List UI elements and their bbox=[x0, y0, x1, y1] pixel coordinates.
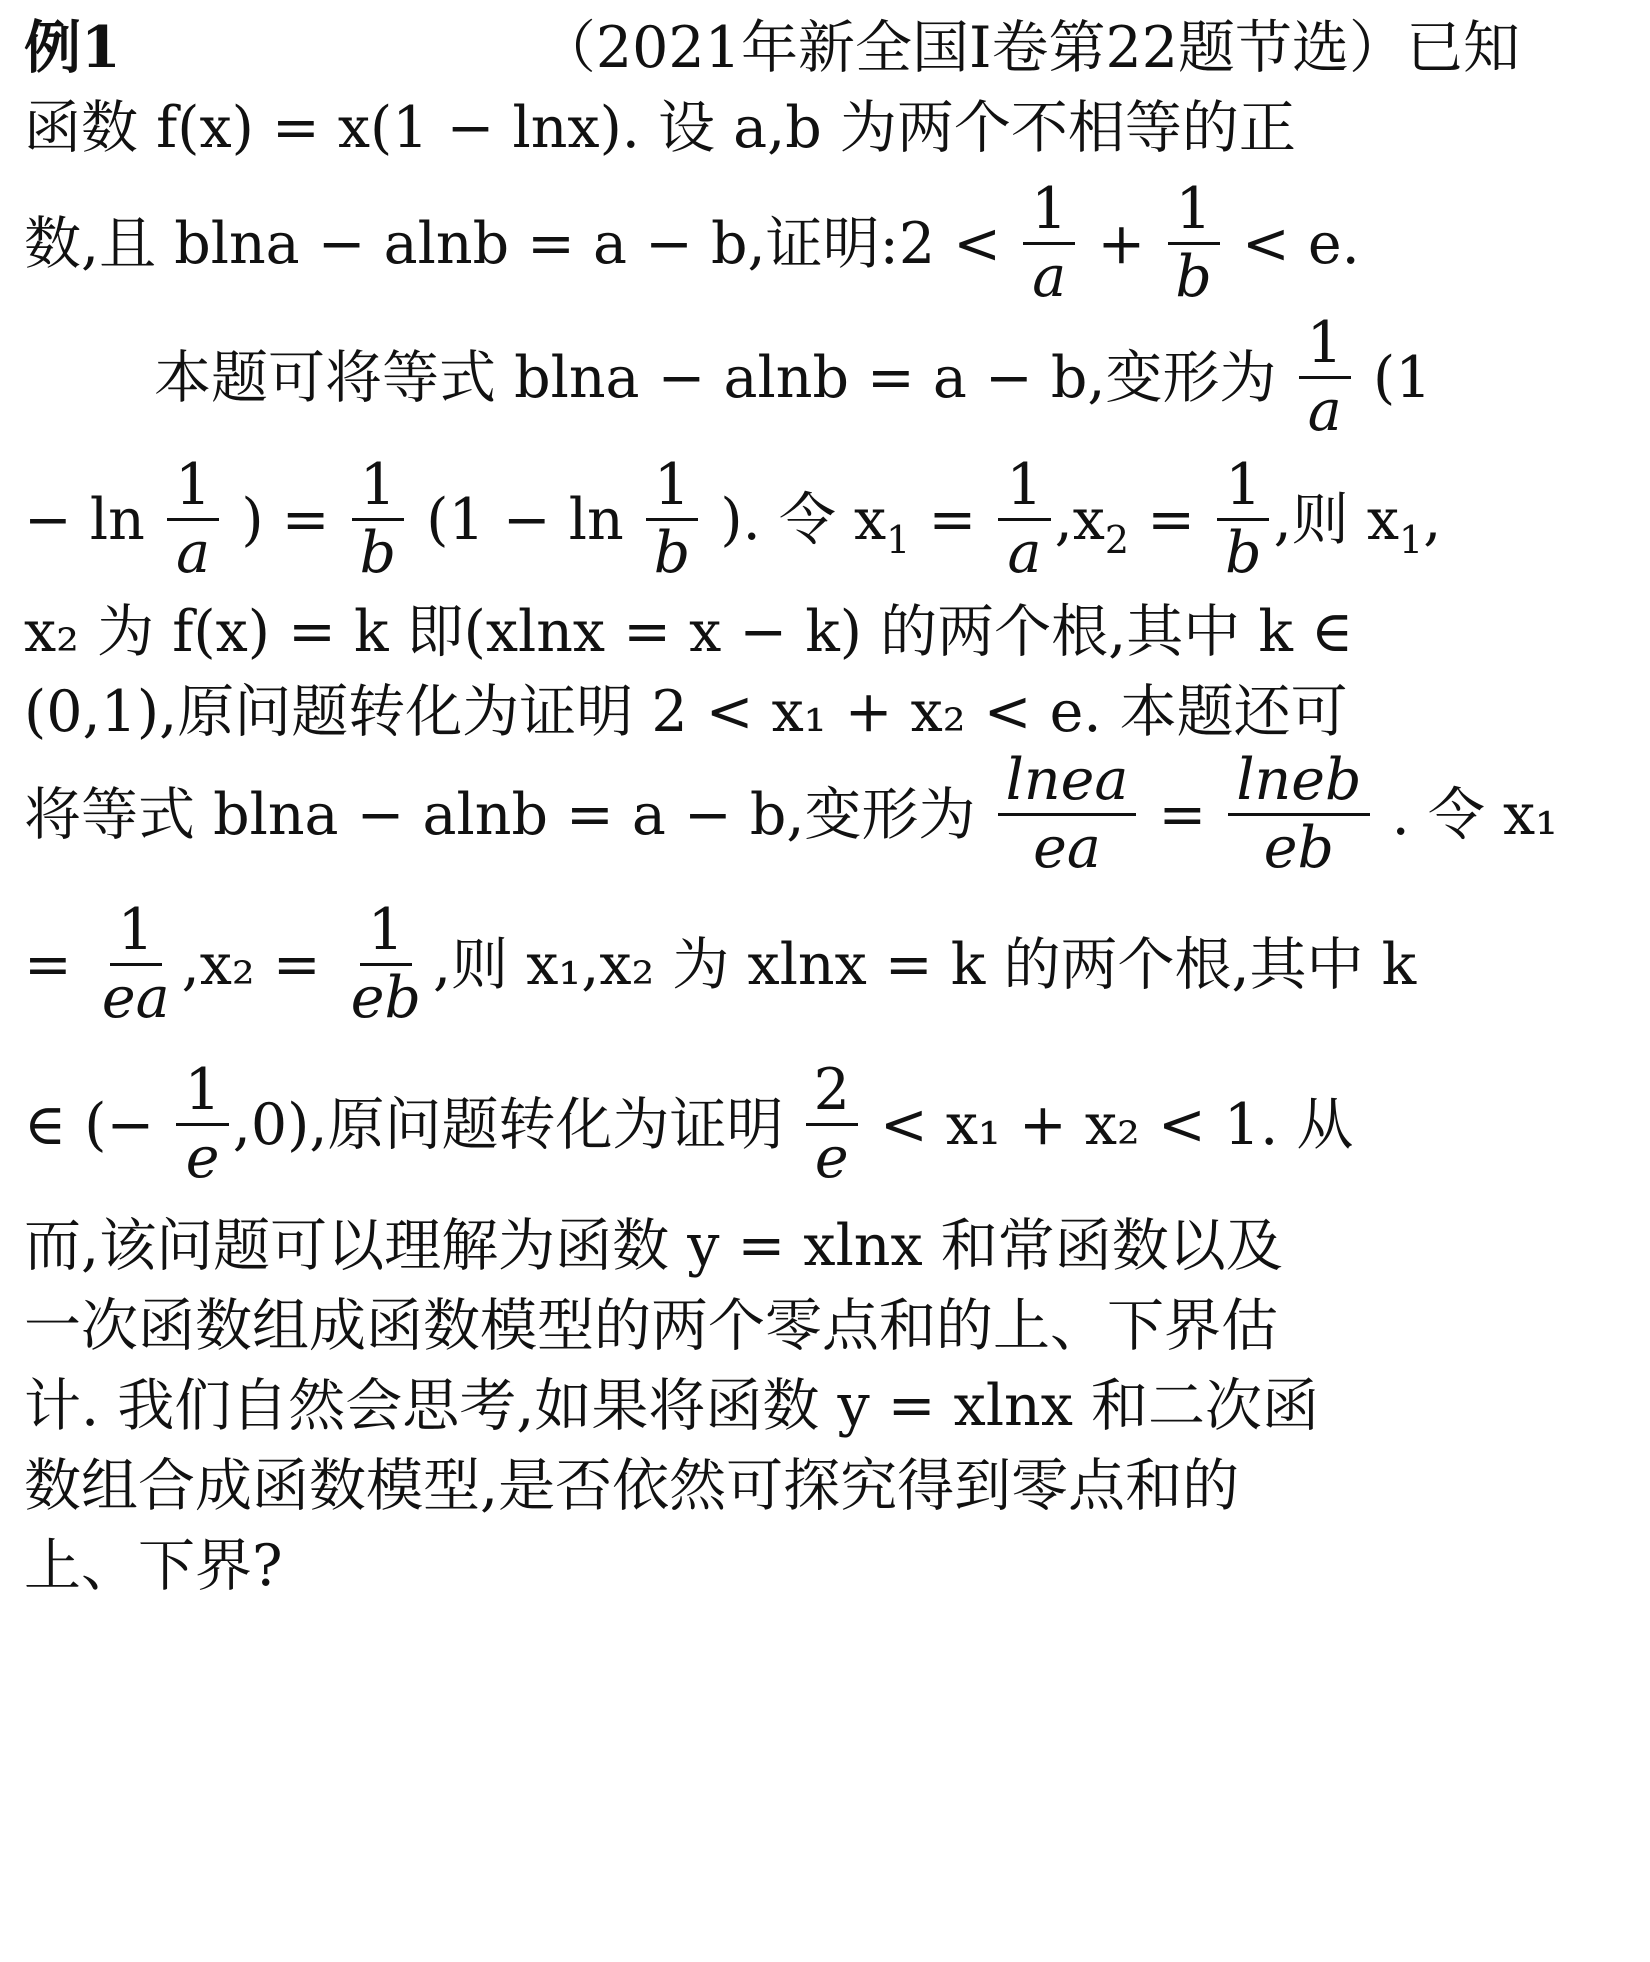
fraction-denominator: a bbox=[1032, 244, 1067, 311]
fraction-denominator: e bbox=[814, 1125, 849, 1192]
text-span: ,则 x bbox=[1273, 487, 1399, 553]
text-span: (0,1),原问题转化为证明 2 < x₁ + x₂ < e. 本题还可 bbox=[24, 679, 1348, 745]
text-line-7 bbox=[24, 676, 1520, 748]
text-span: = bbox=[24, 932, 72, 998]
text-line-11 bbox=[24, 1210, 1520, 1282]
fraction-1-over-b bbox=[352, 452, 405, 587]
text-span: (1 − ln bbox=[426, 487, 624, 553]
fraction-denominator: a bbox=[1007, 520, 1042, 587]
fraction-denominator: a bbox=[176, 520, 211, 587]
example-label: 例1 bbox=[24, 14, 121, 81]
fraction-denominator: b bbox=[653, 520, 691, 587]
text-span: 将等式 blna − alnb = a − b,变形为 bbox=[24, 782, 976, 848]
text-span: ,则 x₁,x₂ 为 xlnx = k 的两个根,其中 k bbox=[432, 932, 1417, 998]
fraction-denominator: ea bbox=[1033, 815, 1101, 882]
text-line-5 bbox=[24, 452, 1520, 600]
text-span: ,x bbox=[1054, 487, 1105, 553]
fraction-denominator: b bbox=[1175, 244, 1212, 311]
fraction-1-over-a bbox=[1023, 176, 1075, 311]
text-span: ) = bbox=[241, 487, 330, 553]
text-span: (1 bbox=[1373, 345, 1432, 411]
fraction-2-over-e bbox=[806, 1057, 858, 1192]
text-line-9 bbox=[24, 897, 1520, 1032]
fraction-numerator: 1 bbox=[1168, 181, 1220, 245]
fraction-1-over-eb bbox=[343, 897, 429, 1032]
text-line-2 bbox=[24, 92, 1520, 164]
text-span: , bbox=[1423, 487, 1442, 553]
fraction-numerator: 1 bbox=[167, 457, 219, 521]
fraction-numerator: 1 bbox=[1217, 457, 1269, 521]
fraction-1-over-a bbox=[998, 452, 1050, 587]
text-span: . 令 x₁ bbox=[1391, 782, 1558, 848]
example-heading-line bbox=[24, 12, 1520, 84]
text-span: ,x₂ = bbox=[181, 932, 321, 998]
fraction-1-over-e bbox=[176, 1057, 228, 1192]
text-span: < x₁ + x₂ < 1. 从 bbox=[879, 1092, 1354, 1158]
document-page bbox=[24, 0, 1558, 1962]
fraction-numerator: 1 bbox=[1023, 181, 1075, 245]
fraction-denominator: e bbox=[185, 1125, 220, 1192]
fraction-denominator: eb bbox=[350, 965, 421, 1032]
fraction-lnea-over-ea bbox=[998, 747, 1137, 882]
fraction-numerator: 2 bbox=[806, 1062, 858, 1126]
text-span: 上、下界? bbox=[24, 1533, 283, 1599]
text-span: ). 令 x bbox=[720, 487, 887, 553]
fraction-1-over-a bbox=[167, 452, 219, 587]
text-span: 本题可将等式 blna − alnb = a − b,变形为 bbox=[154, 345, 1277, 411]
fraction-denominator: eb bbox=[1263, 815, 1335, 882]
text-line-15 bbox=[24, 1530, 1520, 1602]
text-span: 而,该问题可以理解为函数 y = xlnx 和常函数以及 bbox=[24, 1213, 1283, 1279]
fraction-lneb-over-eb bbox=[1228, 747, 1369, 882]
text-line-14 bbox=[24, 1450, 1520, 1522]
text-span: ,0),原问题转化为证明 bbox=[232, 1092, 784, 1158]
text-span: 函数 f(x) = x(1 − lnx). 设 a,b 为两个不相等的正 bbox=[24, 95, 1296, 161]
fraction-numerator: 1 bbox=[1299, 315, 1351, 379]
fraction-numerator: 1 bbox=[110, 902, 162, 966]
text-span: 数,且 blna − alnb = a − b,证明:2 < bbox=[24, 211, 1001, 277]
text-span: = bbox=[910, 487, 977, 553]
fraction-1-over-b bbox=[646, 452, 699, 587]
text-span: < e. bbox=[1242, 211, 1360, 277]
fraction-numerator: 1 bbox=[360, 902, 412, 966]
plus-sign: + bbox=[1097, 211, 1146, 277]
text-span: = bbox=[1158, 782, 1207, 848]
fraction-1-over-a bbox=[1299, 310, 1351, 445]
fraction-numerator: 1 bbox=[998, 457, 1050, 521]
text-line-8 bbox=[24, 747, 1558, 882]
subscript: 1 bbox=[1399, 518, 1424, 562]
text-span: 一次函数组成函数模型的两个零点和的上、下界估 bbox=[24, 1293, 1278, 1359]
text-line-12 bbox=[24, 1290, 1520, 1362]
text-span: 计. 我们自然会思考,如果将函数 y = xlnx 和二次函 bbox=[24, 1373, 1320, 1439]
text-span: x₂ 为 f(x) = k 即(xlnx = x − k) 的两个根,其中 k ∈ bbox=[24, 599, 1354, 665]
fraction-numerator: lnea bbox=[998, 752, 1137, 816]
text-line-6 bbox=[24, 596, 1520, 668]
fraction-denominator: b bbox=[359, 520, 397, 587]
text-line-10 bbox=[24, 1057, 1520, 1192]
fraction-denominator: b bbox=[1225, 520, 1262, 587]
subscript: 1 bbox=[886, 518, 911, 562]
example-source: （2021年新全国Ⅰ卷第22题节选）已知 bbox=[538, 15, 1520, 81]
fraction-denominator: a bbox=[1307, 378, 1342, 445]
text-line-3 bbox=[24, 176, 1520, 311]
text-span: − ln bbox=[24, 487, 145, 553]
subscript: 2 bbox=[1104, 518, 1130, 562]
text-line-13 bbox=[24, 1370, 1520, 1442]
fraction-1-over-b bbox=[1167, 176, 1220, 311]
fraction-1-over-ea bbox=[94, 897, 178, 1032]
text-line-4 bbox=[24, 310, 1650, 445]
fraction-denominator: ea bbox=[101, 965, 170, 1032]
fraction-1-over-b bbox=[1217, 452, 1270, 587]
text-span: 数组合成函数模型,是否依然可探究得到零点和的 bbox=[24, 1453, 1240, 1519]
fraction-numerator: lneb bbox=[1228, 752, 1369, 816]
fraction-numerator: 1 bbox=[352, 457, 404, 521]
text-span: = bbox=[1129, 487, 1195, 553]
text-span: ∈ (− bbox=[24, 1092, 155, 1158]
fraction-numerator: 1 bbox=[646, 457, 698, 521]
fraction-numerator: 1 bbox=[176, 1062, 228, 1126]
